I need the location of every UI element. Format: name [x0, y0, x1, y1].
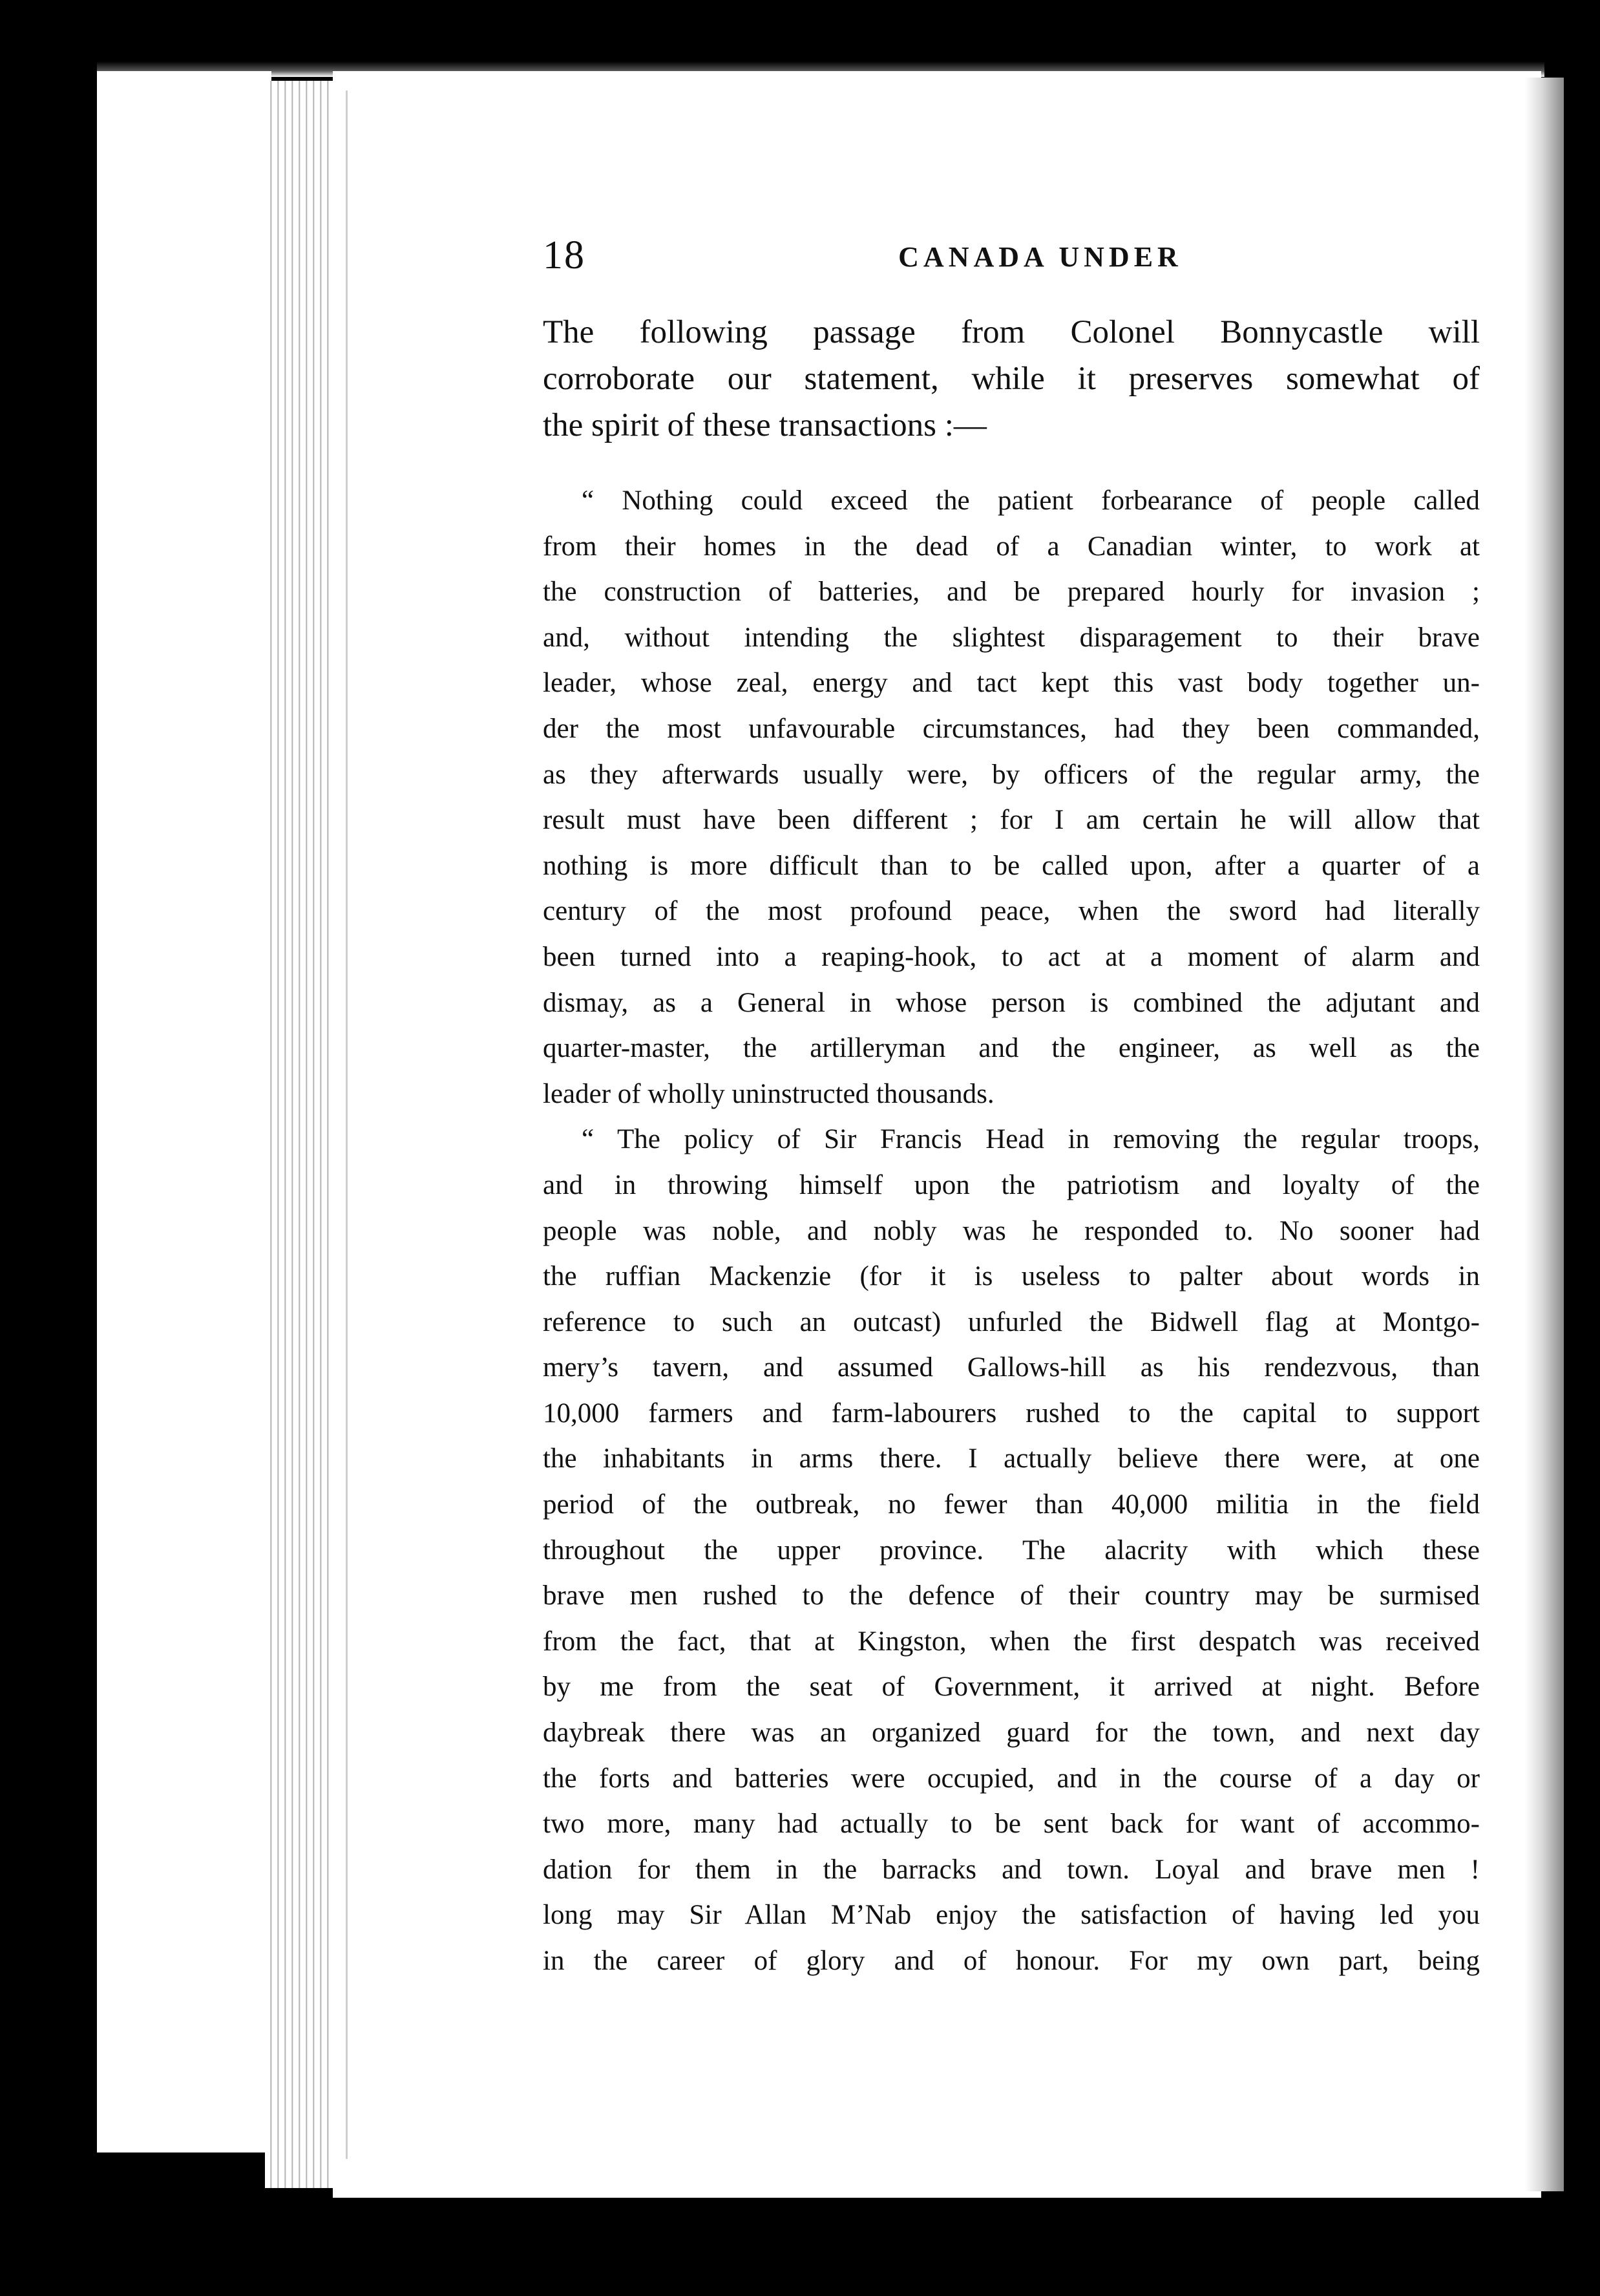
- quote-line: “ Nothing could exceed the patient forbearance of people called: [582, 485, 1480, 516]
- quote-line: dismay, as a General in whose person is combined the adjutant and: [543, 987, 1480, 1018]
- quote-line: from the fact, that at Kingston, when the first despatch was received: [543, 1626, 1480, 1657]
- intro-line: The following passage from Colonel Bonnycastle will: [543, 314, 1480, 350]
- intro-paragraph: [543, 309, 1480, 449]
- quote-line: throughout the upper province. The alacrity with which these: [543, 1535, 1480, 1566]
- quote-line: the forts and batteries were occupied, and in the course of a day or: [543, 1763, 1480, 1794]
- quote-line: daybreak there was an organized guard for the town, and next day: [543, 1717, 1480, 1749]
- quote-line: brave men rushed to the defence of their country may be surmised: [543, 1580, 1480, 1611]
- quote-line: two more, many had actually to be sent back for want of accommo-: [543, 1809, 1480, 1840]
- quote-line: and, without intending the slightest disparagement to their brave: [543, 622, 1480, 653]
- quote-line: result must have been different ; for I am certain he will allow that: [543, 805, 1480, 836]
- quote-line: century of the most profound peace, when the sword had literally: [543, 896, 1480, 927]
- quote-line: in the career of glory and of honour. For my own part, being: [543, 1946, 1480, 1976]
- page-number: 18: [543, 233, 585, 277]
- quote-line: reference to such an outcast) unfurled the Bidwell flag at Montgo-: [543, 1306, 1480, 1337]
- quoted-passage: [543, 478, 1480, 1984]
- quote-line: leader, whose zeal, energy and tact kept this vast body together un-: [543, 668, 1480, 699]
- quote-line: been turned into a reaping-hook, to act at a moment of alarm and: [543, 941, 1480, 972]
- quote-line: der the most unfavourable circumstances, had they been commanded,: [543, 713, 1480, 744]
- quote-line: as they afterwards usually were, by officers of the regular army, the: [543, 759, 1480, 790]
- facing-page-strip: [97, 71, 271, 2152]
- page-stack-edges: [265, 81, 336, 2188]
- quote-line: and in throwing himself upon the patriotism and loyalty of the: [543, 1169, 1480, 1200]
- page-right-shadow: [1525, 78, 1564, 2191]
- running-title: CANADA UNDER: [898, 241, 1183, 273]
- quote-line: nothing is more difficult than to be called upon, after a quarter of a: [543, 850, 1480, 881]
- intro-line: the spirit of these transactions :—: [543, 407, 987, 443]
- quote-line: quarter-master, the artilleryman and the engineer, as well as the: [543, 1033, 1480, 1064]
- gutter-line: [346, 90, 348, 2159]
- intro-line: corroborate our statement, while it preserves somewhat of: [543, 361, 1480, 397]
- quote-line: 10,000 farmers and farm-labourers rushed to the capital to support: [543, 1398, 1480, 1429]
- quote-line: period of the outbreak, no fewer than 40,000 militia in the field: [543, 1489, 1480, 1520]
- quote-line: from their homes in the dead of a Canadian winter, to work at: [543, 531, 1480, 562]
- quote-line: by me from the seat of Government, it arrived at night. Before: [543, 1672, 1480, 1703]
- quote-line: people was noble, and nobly was he responded to. No sooner had: [543, 1215, 1480, 1246]
- quote-line: long may Sir Allan M’Nab enjoy the satisfaction of having led you: [543, 1900, 1480, 1931]
- quote-line: the construction of batteries, and be prepared hourly for invasion ;: [543, 577, 1480, 608]
- quote-line: the ruffian Mackenzie (for it is useless to palter about words in: [543, 1261, 1480, 1292]
- quote-line: the inhabitants in arms there. I actually believe there were, at one: [543, 1443, 1480, 1474]
- quote-line: mery’s tavern, and assumed Gallows-hill as his rendezvous, than: [543, 1352, 1480, 1383]
- quote-line: “ The policy of Sir Francis Head in removing the regular troops,: [582, 1124, 1480, 1155]
- quote-line: leader of wholly uninstructed thousands.: [543, 1078, 995, 1109]
- quote-line: dation for them in the barracks and town. Loyal and brave men !: [543, 1854, 1480, 1885]
